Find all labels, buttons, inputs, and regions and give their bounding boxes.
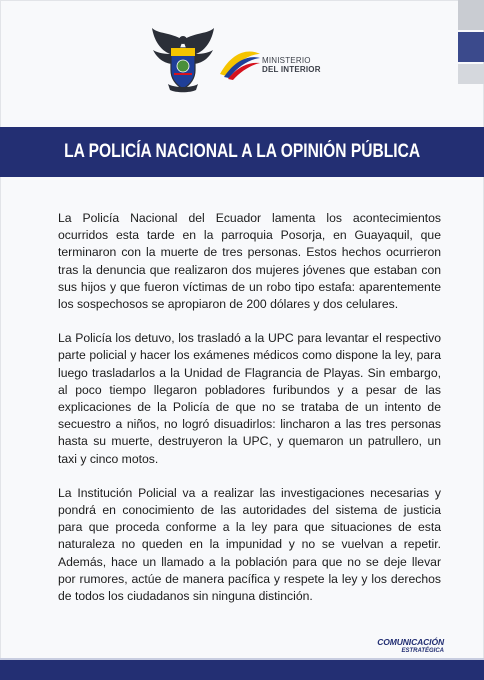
corner-decoration — [458, 0, 484, 84]
ministerio-line2: DEL INTERIOR — [262, 65, 321, 74]
paragraph-3: La Institución Policial va a realizar las investigaciones necesarias y pondrá en conocimiento de las autoridades del sistema de justicia para que proceda conforme a la ley para que situaciones de esta naturaleza no queden en la impunidad y no se vuelvan a repetir. Además, hace un llamado a la población para que no se deje llevar por rumores, actúe de manera pacífica y respete la ley y los derechos de todos los ciudadanos sin ninguna distinción. — [58, 485, 441, 604]
police-crest-icon — [150, 26, 216, 96]
ministerio-logo-text — [262, 56, 321, 74]
corner-square — [458, 0, 484, 30]
comunicacion-logo — [377, 637, 444, 654]
statement-body — [58, 210, 441, 622]
footer-line2: ESTRATÉGICA — [401, 648, 444, 654]
footer-bar — [0, 660, 484, 680]
page-title: LA POLICÍA NACIONAL A LA OPINIÓN PÚBLICA — [63, 141, 421, 162]
corner-square — [458, 64, 484, 84]
footer-line1: COMUNICACIÓN — [377, 637, 444, 647]
corner-square — [458, 32, 484, 62]
ministerio-line1: MINISTERIO — [262, 56, 311, 65]
title-banner — [0, 127, 484, 177]
paragraph-1: La Policía Nacional del Ecuador lamenta los acontecimientos ocurridos esta tarde en la parroquia Posorja, en Guayaquil, que terminaron con la muerte de tres personas. Estos hechos ocurrieron tras la denuncia que realizaron dos mujeres jóvenes que estaban con sus hijos y que fueron víctimas de un robo tipo estafa: aparentemente los sospechosos se apropiaron de 200 dólares y dos celulares. — [58, 211, 441, 312]
paragraph-2: La Policía los detuvo, los trasladó a la UPC para levantar el respectivo parte policial y hacer los exámenes médicos como dispone la ley, para luego trasladarlos a la Unidad de Flagrancia de Playas. Sin embargo, al poco tiempo llegaron pobladores furibundos y a pesar de las explicaciones de la Policía de que no se trataba de un intento de secuestro a niños, no logró disuadirlos: lincharon a las tres personas hasta su muerte, destruyeron la UPC, y quemaron un patrullero, un taxi y cinco motos. — [58, 331, 441, 466]
